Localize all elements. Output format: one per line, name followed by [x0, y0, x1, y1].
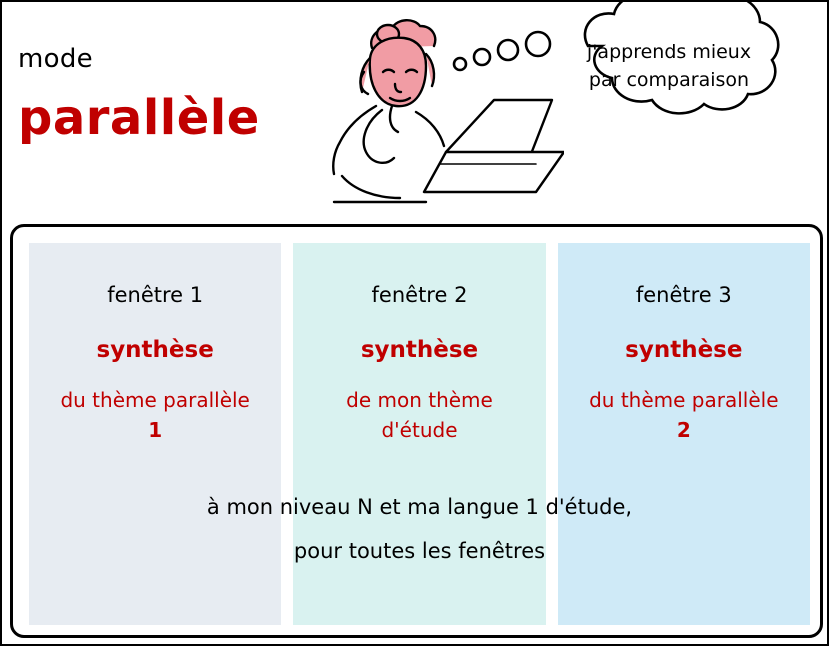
windows-panel — [10, 224, 823, 638]
column-number: 1 — [148, 418, 163, 442]
column-window-1[interactable] — [29, 243, 281, 625]
column-description: du thème parallèle — [60, 388, 250, 412]
column-title: fenêtre 2 — [371, 283, 468, 307]
page-title: parallèle — [18, 90, 260, 146]
column-description: du thème parallèle — [589, 388, 779, 412]
column-title: fenêtre 3 — [635, 283, 732, 307]
column-window-3[interactable] — [558, 243, 810, 625]
column-synthesis-label: synthèse — [96, 337, 214, 363]
column-synthesis-label: synthèse — [625, 337, 743, 363]
column-number: 2 — [676, 418, 691, 442]
thought-bubble-icon — [442, 2, 829, 182]
column-window-2[interactable] — [293, 243, 545, 625]
mode-label: mode — [18, 44, 93, 74]
footer-note-line-2: pour toutes les fenêtres — [293, 539, 546, 563]
footer-note-line-1: à mon niveau N et ma langue 1 d'étude, — [206, 495, 633, 519]
column-number: d'étude — [381, 418, 458, 442]
columns-container — [29, 243, 810, 625]
column-title: fenêtre 1 — [107, 283, 204, 307]
bubble-text: j'apprends mieux par comparaison — [586, 41, 752, 91]
column-synthesis-label: synthèse — [360, 337, 479, 363]
column-description: de mon thème — [346, 388, 493, 412]
